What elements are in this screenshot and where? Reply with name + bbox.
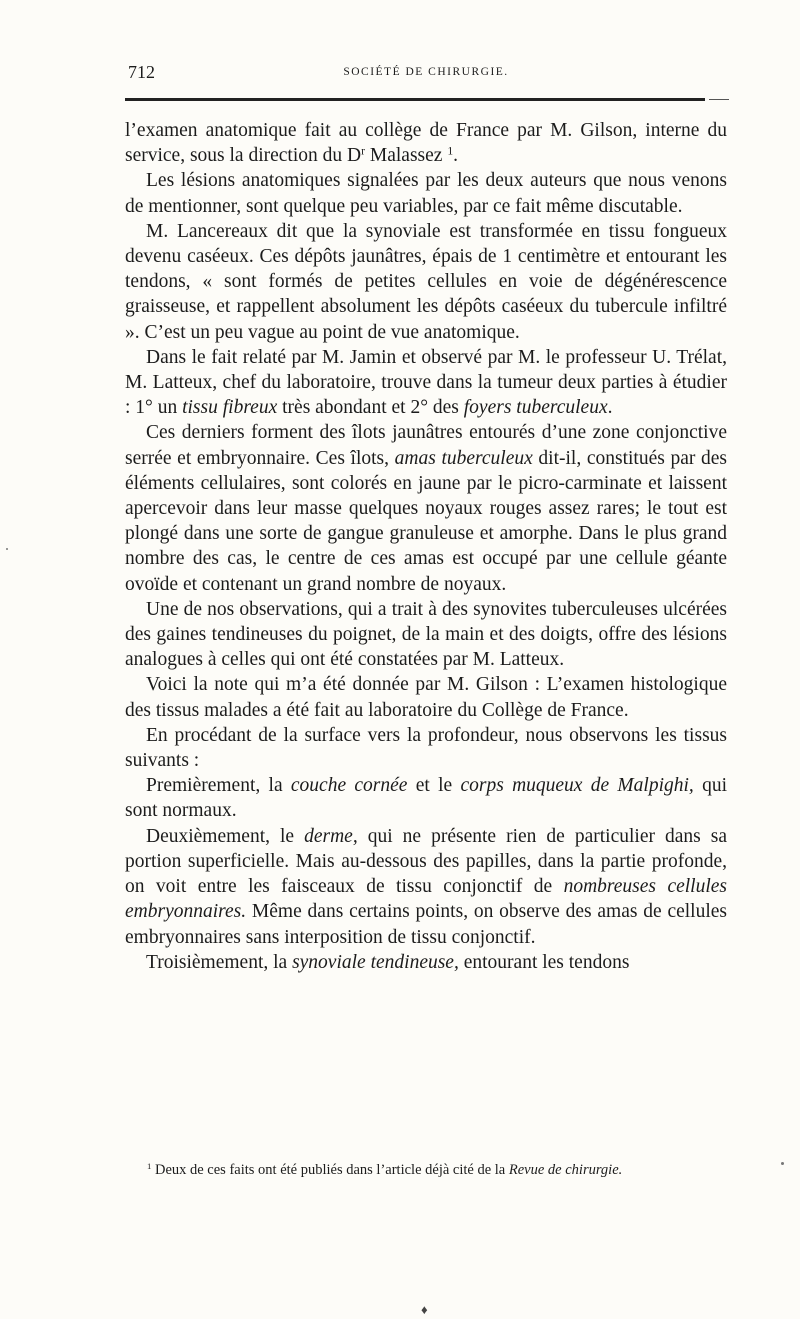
paragraph <box>125 168 727 218</box>
text-run: l’examen anatomique fait au collège de France par M. Gilson, interne du service, sous la direction du D <box>125 120 727 167</box>
paragraph <box>125 118 727 168</box>
italic-run: derme, <box>304 825 358 847</box>
text-run: entourant les tendons <box>458 951 630 973</box>
superscript: 1 <box>147 1161 152 1172</box>
paragraph <box>125 672 727 722</box>
italic-run: couche cornée <box>290 775 408 797</box>
text-run: Ces derniers forment des îlots jaunâtres entourés d’une zone conjonctive serrée et embryonnaire. Ces îlots, <box>125 422 727 469</box>
text-run: . <box>453 145 459 167</box>
text-run: qui sont normaux. <box>125 775 727 822</box>
superscript: r <box>361 144 366 158</box>
paragraph <box>125 597 727 673</box>
text-run: Malassez <box>365 145 448 167</box>
superscript: 1 <box>447 144 454 158</box>
running-head: SOCIÉTÉ DE CHIRURGIE. <box>343 66 509 78</box>
italic-run: synoviale tendineuse, <box>292 951 459 973</box>
italic-run: corps muqueux de Malpighi, <box>460 775 694 797</box>
italic-run: tissu fibreux <box>182 397 278 419</box>
header-rule <box>125 98 705 101</box>
paragraph <box>125 723 727 773</box>
text-run: . <box>607 397 613 419</box>
header-rule-tail <box>709 99 729 100</box>
page-header <box>125 62 727 92</box>
text-run: Deux de ces faits ont été publiés dans l’article déjà cité de la <box>151 1162 509 1178</box>
italic-run: Revue de chirurgie. <box>508 1162 623 1178</box>
text-run: Même dans certains points, on observe des amas de cellules embryonnaires sans interposition de tissu conjonctif. <box>125 901 727 948</box>
text-run: dit-il, constitués par des éléments cellulaires, sont colorés en jaune par le picro-carminate et laissent apercevoir dans leur masse quelques noyaux rouges assez rares; le tout est plongé dans une sorte de gangue granuleuse et amorphe. Dans le plus grand nombre des cas, le centre de ces amas est occupé par une cellule géante ovoïde et contenant un grand nombre de noyaux. <box>125 447 727 595</box>
page <box>125 62 727 1317</box>
italic-run: amas tuberculeux <box>394 447 533 469</box>
italic-run: foyers tuberculeux <box>463 397 608 419</box>
text-run: très abondant et 2° des <box>277 397 464 419</box>
speck-mark <box>6 548 8 550</box>
text-run: Une de nos observations, qui a trait à des synovites tuberculeuses ulcérées des gaines tendineuses du poignet, de la main et des doigts, offre des lésions analogues à celles qui ont été constatées par M. Latteux. <box>125 598 727 671</box>
text-run: Deuxièmement, le <box>146 825 305 847</box>
paragraph <box>125 345 727 421</box>
footnote <box>125 1160 727 1181</box>
speck-mark <box>781 1162 784 1165</box>
body-text <box>125 118 727 975</box>
text-run: En procédant de la surface vers la profondeur, nous observons les tissus suivants : <box>125 724 727 772</box>
paragraph <box>125 950 727 975</box>
paragraph <box>125 219 727 345</box>
text-run: Les lésions anatomiques signalées par les deux auteurs que nous venons de mentionner, sont quelque peu variables, par ce fait même discutable. <box>125 170 727 217</box>
text-run: qui ne présente rien de particulier dans sa portion superficielle. Mais au-dessous des papilles, dans la partie profonde, on voit entre les faisceaux de tissu conjonctif de <box>125 825 727 898</box>
paragraph <box>125 420 727 596</box>
paragraph <box>125 773 727 823</box>
ornament-mark: ♦ <box>421 1302 428 1317</box>
text-run: et le <box>407 775 461 797</box>
text-run: Voici la note qui m’a été donnée par M. Gilson : L’examen histologique des tissus malades a été fait au laboratoire du Collège de France. <box>125 674 727 721</box>
text-run: M. Lancereaux dit que la synoviale est transformée en tissu fongueux devenu caséeux. Ces dépôts jaunâtres, épais de 1 centimètre et entourant les tendons, « sont formés de petites cellules en voie de dégénérescence graisseuse, et rappellent absolument les dépôts caséeux du tubercule infiltré ». C’est un peu vague au point de vue anatomique. <box>125 220 727 343</box>
text-run: Troisièmement, la <box>146 951 293 973</box>
paragraph <box>125 824 727 950</box>
text-run: Dans le fait relaté par M. Jamin et observé par M. le professeur U. Trélat, M. Latteux, chef du laboratoire, trouve dans la tumeur deux parties à étudier : 1° un <box>125 346 727 419</box>
text-run: Premièrement, la <box>146 775 291 797</box>
italic-run: nombreuses cellules embryonnaires. <box>125 876 727 923</box>
page-number: 712 <box>128 62 155 82</box>
